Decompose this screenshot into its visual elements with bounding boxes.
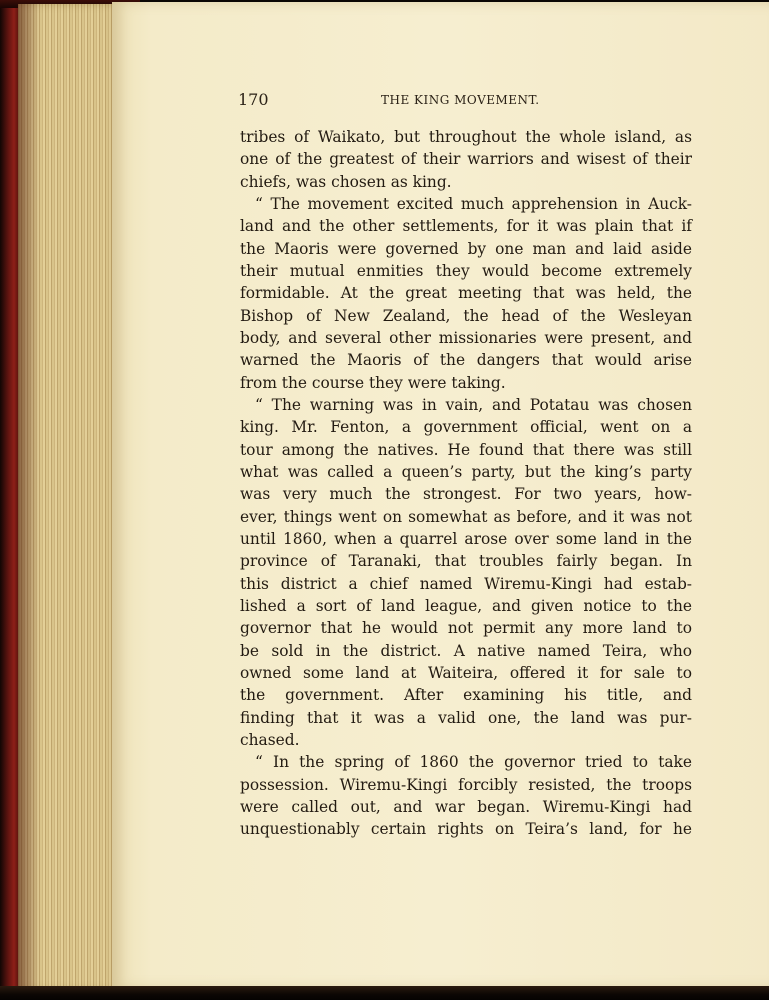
- text-line: “ The movement excited much apprehension in Auck-: [255, 194, 692, 213]
- book-bottom-edge: [0, 986, 769, 1000]
- text-line: body, and several other missionaries were present, and: [240, 328, 692, 347]
- text-line: until 1860, when a quarrel arose over some land in the: [240, 529, 692, 548]
- running-head: THE KING MOVEMENT.: [381, 93, 540, 107]
- text-line: their mutual enmities they would become extremely: [240, 261, 692, 280]
- page-header: [238, 90, 693, 112]
- text-line: “ The warning was in vain, and Potatau was chosen: [255, 395, 692, 414]
- text-line: province of Taranaki, that troubles fairly began. In: [240, 552, 692, 571]
- text-line: this district a chief named Wiremu-Kingi had estab-: [240, 574, 692, 593]
- text-line: warned the Maoris of the dangers that would arise: [240, 351, 692, 370]
- text-line: Bishop of New Zealand, the head of the Wesleyan: [240, 306, 692, 325]
- book-cover-edge: [0, 0, 20, 1000]
- text-line: formidable. At the great meeting that was held, the: [240, 284, 692, 303]
- text-line: unquestionably certain rights on Teira’s land, for he: [240, 820, 692, 839]
- text-line: chased.: [240, 730, 300, 749]
- text-line: be sold in the district. A native named Teira, who: [240, 641, 692, 660]
- text-line: what was called a queen’s party, but the king’s party: [240, 462, 692, 481]
- text-line: owned some land at Waiteira, offered it for sale to: [240, 663, 692, 682]
- text-line: finding that it was a valid one, the land was pur-: [240, 708, 692, 727]
- text-line: one of the greatest of their warriors and wisest of their: [240, 150, 692, 169]
- text-line: chiefs, was chosen as king.: [240, 172, 452, 191]
- text-line: was very much the strongest. For two years, how-: [240, 485, 692, 504]
- text-line: possession. Wiremu-Kingi forcibly resisted, the troops: [240, 775, 692, 794]
- text-line: the government. After examining his title, and: [240, 686, 692, 705]
- page-edges: [18, 4, 118, 990]
- text-line: from the course they were taking.: [240, 373, 506, 392]
- text-line: lished a sort of land league, and given notice to the: [240, 596, 692, 615]
- text-line: tour among the natives. He found that there was still: [240, 440, 692, 459]
- text-line: governor that he would not permit any more land to: [240, 619, 692, 638]
- text-line: land and the other settlements, for it was plain that if: [240, 217, 692, 236]
- text-line: the Maoris were governed by one man and laid aside: [240, 239, 692, 258]
- body-text: [240, 126, 692, 841]
- text-line: were called out, and war began. Wiremu-Kingi had: [240, 797, 692, 816]
- text-line: “ In the spring of 1860 the governor tried to take: [255, 753, 692, 772]
- text-line: tribes of Waikato, but throughout the whole island, as: [240, 128, 692, 146]
- page-number: 170: [238, 90, 269, 109]
- text-line: ever, things went on somewhat as before, and it was not: [240, 507, 692, 526]
- text-line: king. Mr. Fenton, a government official, went on a: [240, 418, 692, 437]
